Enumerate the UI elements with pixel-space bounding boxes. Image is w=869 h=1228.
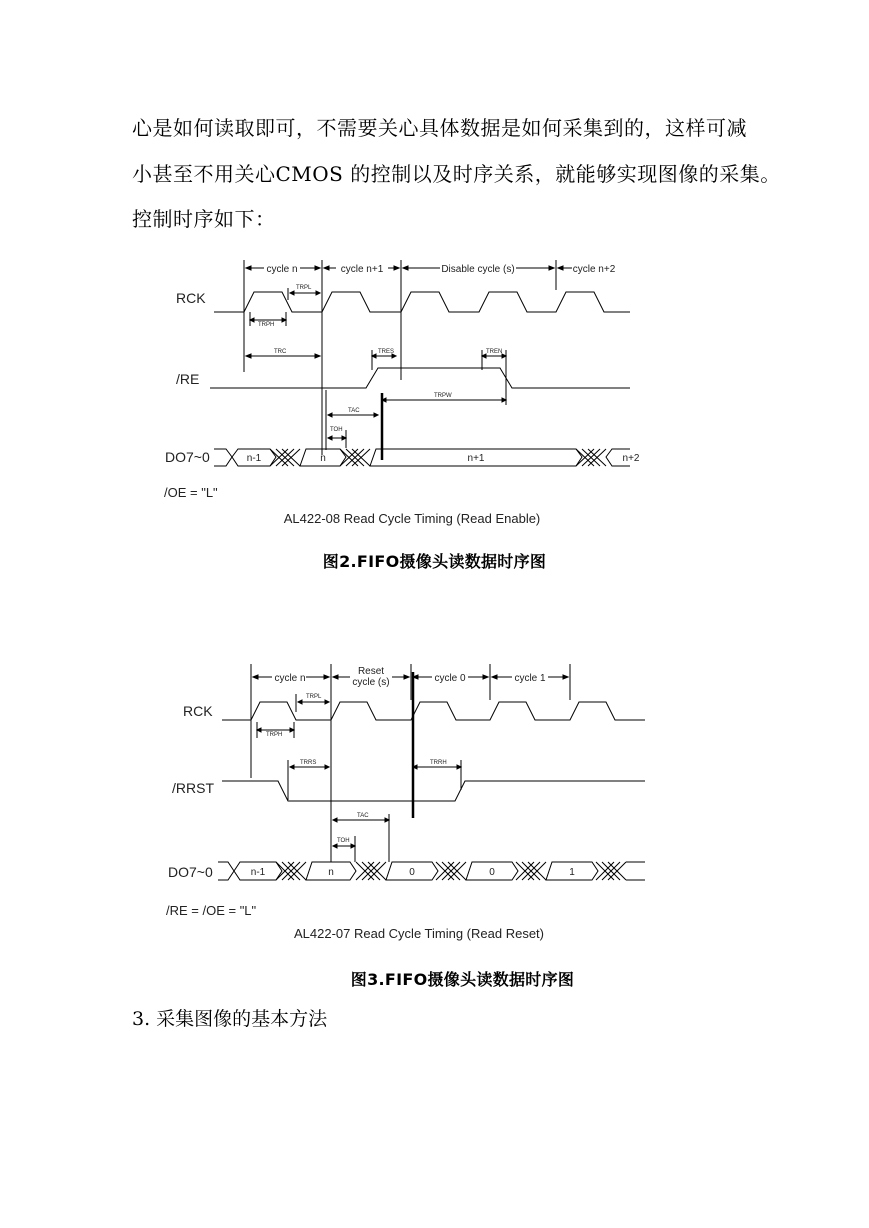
fig1-tres-label: TRES xyxy=(378,349,395,355)
fig1-tren-label: TREN xyxy=(486,349,503,355)
fig2-data-label-1: n xyxy=(328,867,334,878)
body-text-line-3: 控制时序如下： xyxy=(132,207,276,231)
fig2-signal-rrst: /RRST xyxy=(172,780,214,796)
fig2-cycle-label-4: cycle 1 xyxy=(514,673,546,684)
fig1-trc-label: TRC xyxy=(274,349,287,355)
fig1-trpl-label: TRPL xyxy=(296,285,312,291)
fig2-condition: /RE = /OE = "L" xyxy=(166,903,257,918)
fig1-data-label-3: n+2 xyxy=(622,453,640,464)
fig2-trrs-label: TRRS xyxy=(300,760,317,766)
fig1-trph-label: TRPH xyxy=(258,322,275,328)
fig1-tac-label: TAC xyxy=(348,408,360,414)
fig1-cycle-label-3: cycle n+2 xyxy=(572,264,616,275)
fig1-data-label-0: n-1 xyxy=(246,453,262,464)
figure-1-caption: 图2.FIFO摄像头读数据时序图 xyxy=(322,552,547,571)
fig1-toh-label: TOH xyxy=(330,427,343,433)
fig1-data-label-2: n+1 xyxy=(467,453,485,464)
fig1-signal-re: /RE xyxy=(176,371,200,387)
body-text-line-1: 心是如何读取即可，不需要关心具体数据是如何采集到的，这样可减 xyxy=(132,116,747,140)
fig2-signal-rck: RCK xyxy=(183,703,213,719)
fig2-data-label-3: 0 xyxy=(489,867,495,878)
fig2-title: AL422-07 Read Cycle Timing (Read Reset) xyxy=(293,926,545,941)
fig1-data-label-1: n xyxy=(320,453,326,464)
fig2-trpl-label: TRPL xyxy=(306,694,322,700)
fig2-cycle-label-3: cycle 0 xyxy=(434,673,466,684)
fig1-cycle-label-1: cycle n+1 xyxy=(340,264,384,275)
fig1-cycle-label-0: cycle n xyxy=(266,264,298,275)
fig1-signal-rck: RCK xyxy=(176,290,206,306)
fig1-signal-do: DO7~0 xyxy=(165,449,210,465)
fig2-trrh-label: TRRH xyxy=(430,760,447,766)
section-heading: 3. 采集图像的基本方法 xyxy=(132,1008,328,1030)
body-text-line-2: 小甚至不用关心CMOS 的控制以及时序关系，就能够实现图像的采集。 xyxy=(132,162,781,186)
fig2-data-label-0: n-1 xyxy=(250,867,266,878)
figure-2-caption: 图3.FIFO摄像头读数据时序图 xyxy=(350,970,575,989)
fig2-cycle-label-0: cycle n xyxy=(274,673,306,684)
fig1-condition: /OE = "L" xyxy=(164,485,218,500)
fig2-tac-label: TAC xyxy=(357,813,369,819)
fig2-data-label-4: 1 xyxy=(569,867,575,878)
fig1-title: AL422-08 Read Cycle Timing (Read Enable) xyxy=(283,511,541,526)
fig1-cycle-label-2: Disable cycle (s) xyxy=(441,264,515,275)
fig2-cycle-label-2: cycle (s) xyxy=(352,677,390,688)
fig2-toh-label: TOH xyxy=(337,838,350,844)
fig2-signal-do: DO7~0 xyxy=(168,864,213,880)
fig2-cycle-label-1: Reset xyxy=(357,666,385,677)
fig1-trpw-label: TRPW xyxy=(434,393,452,399)
fig2-trph-label: TRPH xyxy=(266,732,283,738)
fig2-data-label-2: 0 xyxy=(409,867,415,878)
